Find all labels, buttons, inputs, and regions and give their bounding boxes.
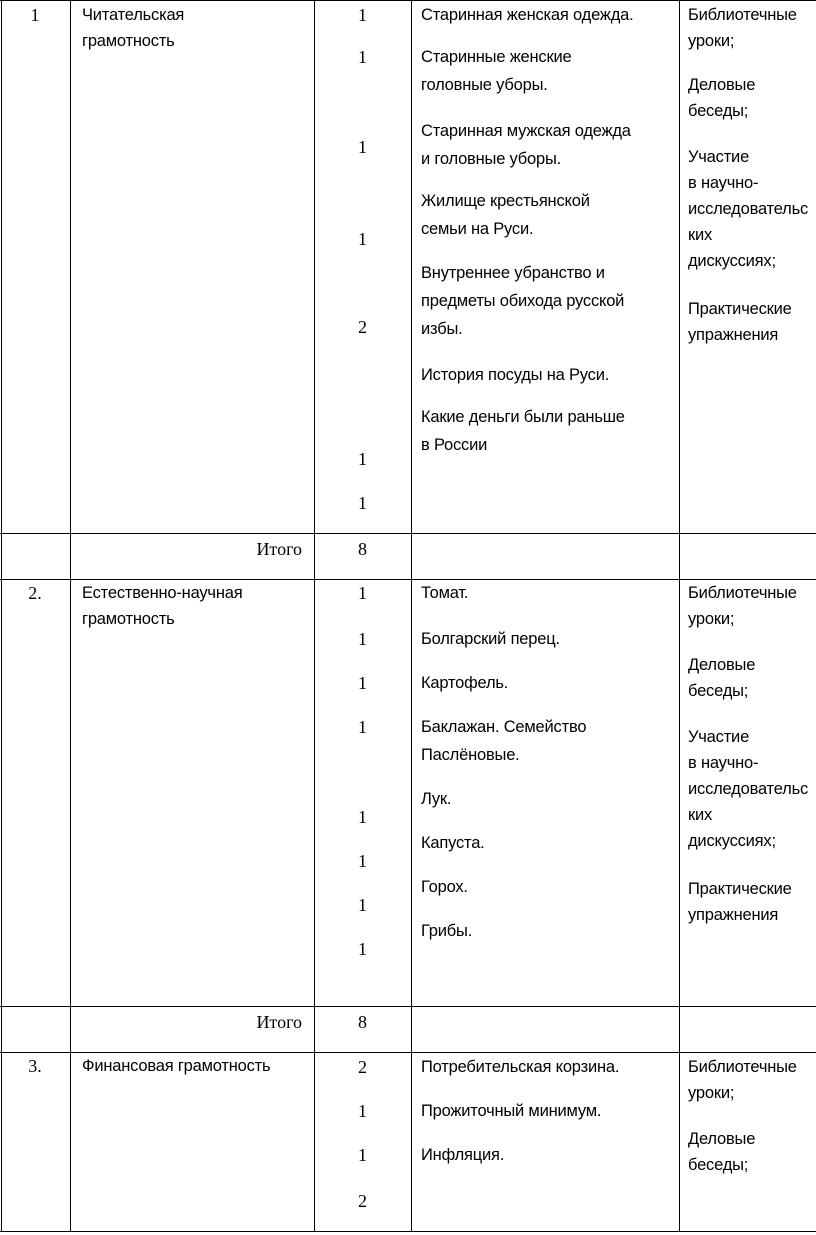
topic-text: Болгарский перец.: [421, 630, 560, 648]
total-label: Итого: [256, 539, 302, 559]
activity-form-text: упражнения: [688, 326, 779, 344]
topic-text: Горох.: [421, 878, 468, 896]
activity-form-text: ких: [688, 806, 713, 824]
subject-area-label: Естественно-научная: [82, 584, 243, 602]
topic-text: История посуды на Руси.: [421, 366, 610, 384]
row-divider: [0, 1006, 816, 1007]
row-number: 2.: [28, 583, 42, 603]
activity-form-text: Деловые: [688, 76, 756, 94]
hours-value: 1: [358, 47, 367, 67]
topic-text: Паслёновые.: [421, 746, 520, 764]
activity-form-text: в научно-: [688, 174, 759, 192]
total-value: 8: [358, 1012, 367, 1032]
activity-form-text: уроки;: [688, 32, 735, 50]
column-divider: [679, 0, 680, 1232]
hours-value: 1: [358, 493, 367, 513]
column-divider: [411, 0, 412, 1232]
activity-form-text: дискуссиях;: [688, 832, 776, 850]
hours-value: 2: [358, 317, 367, 337]
topic-text: Какие деньги были раньше: [421, 408, 625, 426]
topic-text: Томат.: [421, 584, 469, 602]
column-divider: [70, 0, 71, 1232]
hours-value: 1: [358, 1101, 367, 1121]
column-divider: [314, 0, 315, 1232]
activity-form-text: исследовательс: [688, 780, 809, 798]
activity-form-text: в научно-: [688, 754, 759, 772]
hours-value: 1: [358, 449, 367, 469]
row-divider: [0, 0, 816, 1]
topic-text: Грибы.: [421, 922, 473, 940]
topic-text: Жилище крестьянской: [421, 192, 590, 210]
topic-text: Инфляция.: [421, 1146, 505, 1164]
hours-value: 1: [358, 229, 367, 249]
topic-text: Капуста.: [421, 834, 485, 852]
activity-form-text: Библиотечные: [688, 6, 797, 24]
topic-text: Лук.: [421, 790, 452, 808]
activity-form-text: упражнения: [688, 906, 779, 924]
topic-text: избы.: [421, 320, 463, 338]
hours-value: 1: [358, 807, 367, 827]
row-divider: [0, 1231, 816, 1232]
activity-form-text: беседы;: [688, 1156, 749, 1174]
hours-value: 1: [358, 5, 367, 25]
hours-value: 1: [358, 717, 367, 737]
row-number: 1: [30, 5, 40, 25]
hours-value: 2: [358, 1191, 367, 1211]
activity-form-text: беседы;: [688, 102, 749, 120]
hours-value: 1: [358, 1145, 367, 1165]
topic-text: Старинная мужская одежда: [421, 122, 631, 140]
subject-area-label: грамотность: [82, 32, 175, 50]
topic-text: предметы обихода русской: [421, 292, 625, 310]
activity-form-text: Библиотечные: [688, 1058, 797, 1076]
total-label: Итого: [256, 1012, 302, 1032]
total-value: 8: [358, 539, 367, 559]
topic-text: Старинная женская одежда.: [421, 6, 634, 24]
activity-form-text: ких: [688, 226, 713, 244]
activity-form-text: дискуссиях;: [688, 252, 776, 270]
topic-text: Баклажан. Семейство: [421, 718, 587, 736]
topic-text: Картофель.: [421, 674, 509, 692]
topic-text: Прожиточный минимум.: [421, 1102, 602, 1120]
activity-form-text: Практические: [688, 880, 792, 898]
topic-text: Потребительская корзина.: [421, 1058, 620, 1076]
topic-text: семьи на Руси.: [421, 220, 534, 238]
topic-text: головные уборы.: [421, 76, 548, 94]
activity-form-text: Участие: [688, 728, 750, 746]
activity-form-text: беседы;: [688, 682, 749, 700]
activity-form-text: Участие: [688, 148, 750, 166]
hours-value: 1: [358, 629, 367, 649]
activity-form-text: уроки;: [688, 1084, 735, 1102]
column-divider: [1, 0, 2, 1232]
activity-form-text: Практические: [688, 300, 792, 318]
hours-value: 1: [358, 583, 367, 603]
activity-form-text: Деловые: [688, 656, 756, 674]
hours-value: 1: [358, 851, 367, 871]
subject-area-label: грамотность: [82, 610, 175, 628]
hours-value: 1: [358, 939, 367, 959]
topic-text: в России: [421, 436, 488, 454]
topic-text: и головные уборы.: [421, 150, 562, 168]
activity-form-text: Библиотечные: [688, 584, 797, 602]
row-divider: [0, 533, 816, 534]
activity-form-text: исследовательс: [688, 200, 809, 218]
row-number: 3.: [28, 1056, 42, 1076]
subject-area-label: Финансовая грамотность: [82, 1057, 271, 1075]
subject-area-label: Читательская: [82, 6, 185, 24]
hours-value: 1: [358, 673, 367, 693]
topic-text: Внутреннее убранство и: [421, 264, 605, 282]
activity-form-text: Деловые: [688, 1130, 756, 1148]
hours-value: 2: [358, 1057, 367, 1077]
hours-value: 1: [358, 895, 367, 915]
hours-value: 1: [358, 137, 367, 157]
topic-text: Старинные женские: [421, 48, 572, 66]
activity-form-text: уроки;: [688, 610, 735, 628]
